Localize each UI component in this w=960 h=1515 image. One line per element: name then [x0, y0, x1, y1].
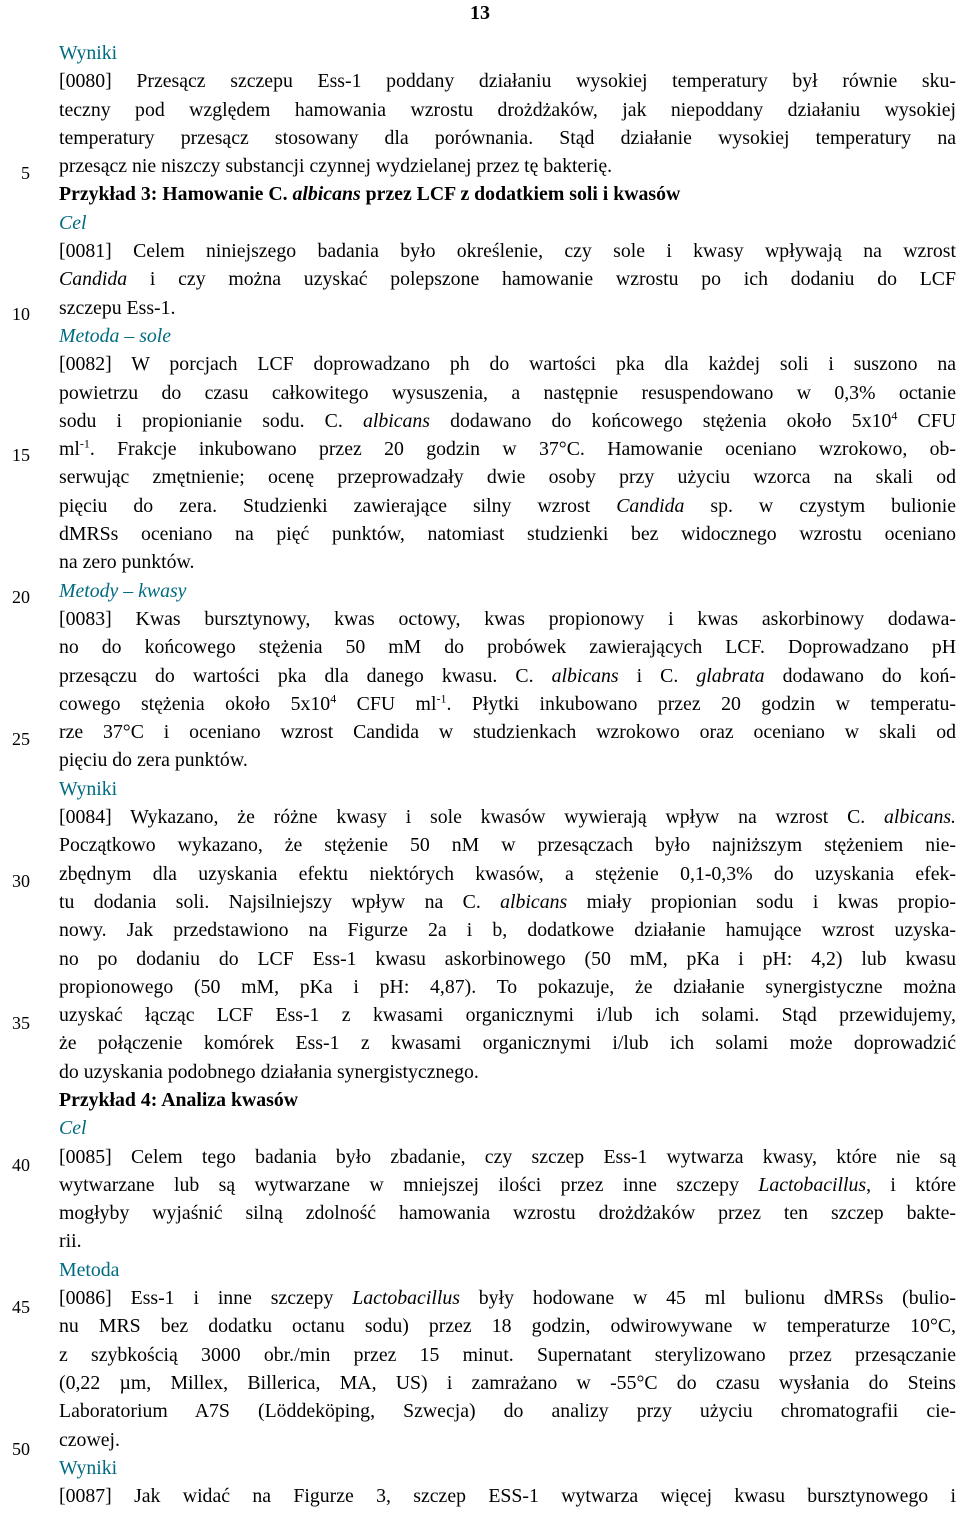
superscript: 4	[330, 691, 337, 706]
text-span: ml	[59, 438, 80, 461]
text-span: i C.	[618, 664, 697, 687]
text-line: z szybkością 3000 obr./min przez 15 minut. Supernatant sterylizowano przez przesączanie	[59, 1343, 956, 1366]
text-line	[59, 662, 956, 690]
paragraph-0086	[59, 1284, 956, 1454]
italic-term: Candida	[59, 268, 128, 291]
line-number: 50	[12, 1439, 30, 1459]
text-line: nowy. Jak przedstawiono na Figurze 2a i b, dodatkowe działanie hamujące wzrost uzyska-	[59, 919, 956, 942]
line-number: 20	[12, 587, 30, 607]
text-line: no do końcowego stężenia 50 mM do probówek zawierających LCF. Doprowadzano pH	[59, 636, 956, 659]
text-line: na zero punktów.	[59, 551, 195, 574]
text-line: temperatury przesącz stosowany dla porównania. Stąd działanie wysokiej temperatury na	[59, 126, 956, 149]
section-heading-wyniki: Wyniki	[59, 42, 118, 64]
text-span: sodu i propionianie sodu. C.	[59, 409, 363, 432]
heading-italic: albicans	[292, 183, 361, 206]
section-heading-cel: Cel	[59, 211, 87, 234]
line-number: 40	[12, 1155, 30, 1175]
heading-part: Przykład 3: Hamowanie C.	[59, 183, 293, 206]
section-heading-metody-kwasy: Metody – kwasy	[59, 579, 187, 602]
text-line: Początkowo wykazano, że stężenie 50 nM w przesączach było najniższym stężeniem nie-	[59, 834, 956, 857]
text-line: pięciu do zera punktów.	[59, 749, 248, 772]
text-line: powietrzu do czasu całkowitego wysuszenia, a następnie resuspendowano w 0,3% octanie	[59, 381, 956, 404]
line-number: 5	[21, 163, 30, 183]
paragraph-0081	[59, 237, 956, 322]
text-span: CFU	[897, 409, 956, 432]
text-span: były hodowane w 45 ml bulionu dMRSs (bulio-	[459, 1287, 956, 1310]
text-line: zbędnym dla uzyskania efektu niektórych kwasów, a stężenie 0,1-0,3% do uzyskania efek-	[59, 862, 956, 885]
text-line: propionowego (50 mM, pKa i pH: 4,87). To pokazuje, że działanie synergistyczne można	[59, 975, 956, 998]
text-span: sp. w czystym bulionie	[684, 494, 956, 517]
paragraph-0087	[59, 1482, 956, 1510]
italic-term: albicans	[362, 409, 430, 432]
section-heading-metoda-sole: Metoda – sole	[59, 324, 172, 347]
text-line: no po dodaniu do LCF Ess-1 kwasu askorbinowego (50 mM, pKa i pH: 4,2) lub kwasu	[59, 947, 956, 970]
text-span: . Frakcje inkubowano przez 20 godzin w 37°C. Hamowanie oceniano wzrokowo, ob-	[89, 438, 956, 461]
text-line: nu MRS bez dodatku octanu sodu) przez 18 godzin, odwirowywane w temperaturze 10°C,	[59, 1315, 956, 1338]
text-line: serwując zmętnienie; ocenę przeprowadzały dwie osoby przy użyciu wzorca na skali od	[59, 466, 956, 489]
italic-term: Candida	[616, 494, 685, 517]
text-line	[59, 1171, 956, 1199]
text-line	[59, 1284, 956, 1312]
superscript: -1	[79, 436, 90, 451]
text-span: cowego stężenia około 5x10	[59, 692, 331, 715]
italic-term: albicans	[551, 664, 619, 687]
line-number: 15	[12, 445, 30, 465]
text-span: , i które	[866, 1173, 956, 1196]
text-span: CFU ml	[336, 692, 437, 715]
text-line: [0083] Kwas bursztynowy, kwas octowy, kwas propionowy i kwas askorbinowy dodawa-	[59, 607, 956, 630]
text-line: szczepu Ess-1.	[59, 296, 176, 319]
text-line: czowej.	[59, 1428, 120, 1451]
text-line: do uzyskania podobnego działania synergistycznego.	[59, 1060, 479, 1083]
paragraph-0083	[59, 605, 956, 775]
paragraph-0080	[59, 67, 956, 180]
text-line: [0081] Celem niniejszego badania było określenie, czy sole i kwasy wpływają na wzrost	[59, 240, 956, 263]
text-line: teczny pod względem hamowania wzrostu drożdżaków, jak niepoddany działaniu wysokiej	[59, 98, 956, 121]
text-line: (0,22 µm, Millex, Billerica, MA, US) i zamrażano w -55°C do czasu wysłania do Steins	[59, 1371, 956, 1394]
italic-term: Lactobacillus	[352, 1287, 460, 1310]
text-span: przesączu do wartości pka dla danego kwasu. C.	[59, 664, 552, 687]
text-span: wytwarzane lub są wytwarzane w mniejszej ilości przez inne szczepy	[59, 1173, 759, 1196]
italic-term: Lactobacillus	[758, 1173, 867, 1196]
line-number: 30	[12, 871, 30, 891]
heading-part: przez LCF z dodatkiem soli i kwasów	[360, 183, 681, 206]
paragraph-0085	[59, 1143, 956, 1256]
example-heading-3	[59, 180, 956, 208]
text-line: Laboratorium A7S (Löddeköping, Szwecja) do analizy przy użyciu chromatografii cie-	[59, 1400, 956, 1423]
example-heading-4: Przykład 4: Analiza kwasów	[59, 1088, 299, 1111]
section-heading-wyniki: Wyniki	[59, 1456, 118, 1479]
text-line	[59, 690, 956, 718]
text-span: miały propionian sodu i kwas propio-	[567, 890, 956, 913]
document-body	[59, 39, 956, 1510]
line-number: 25	[12, 729, 30, 749]
text-span: dodawano do końcowego stężenia około 5x10	[430, 409, 892, 432]
text-line: [0085] Celem tego badania było zbadanie, czy szczep Ess-1 wytwarza kwasy, które nie są	[59, 1145, 956, 1168]
text-line: dMRSs oceniano na pięć punktów, natomiast studzienki bez widocznego wzrostu oceniano	[59, 523, 956, 546]
italic-term: albicans	[500, 890, 568, 913]
text-line: [0087] Jak widać na Figurze 3, szczep ESS-1 wytwarza więcej kwasu bursztynowego i	[59, 1485, 956, 1508]
line-number: 45	[12, 1297, 30, 1317]
text-span: dodawano do koń-	[764, 664, 956, 687]
line-number: 10	[12, 304, 30, 324]
text-line	[59, 803, 956, 831]
text-line: [0080] Przesącz szczepu Ess-1 poddany działaniu wysokiej temperatury był równie sku-	[59, 70, 956, 93]
text-line	[59, 407, 956, 435]
line-number-gutter	[0, 0, 50, 1515]
line-number: 35	[12, 1013, 30, 1033]
text-span: pięciu do zera. Studzienki zawierające silny wzrost	[59, 494, 617, 517]
section-heading-metoda: Metoda	[59, 1258, 120, 1281]
italic-term: albicans.	[884, 806, 956, 829]
section-heading-wyniki: Wyniki	[59, 777, 118, 800]
text-line: [0082] W porcjach LCF doprowadzano ph do wartości pka dla każdej soli i suszono na	[59, 353, 956, 376]
text-line: że połączenie komórek Ess-1 z kwasami organicznymi i/lub ich solami może doprowadzić	[59, 1032, 956, 1055]
text-line: mogłyby wyjaśnić silną zdolność hamowania wzrostu drożdżaków przez ten szczep bakte-	[59, 1202, 956, 1225]
text-span: [0084] Wykazano, że różne kwasy i sole kwasów wywierają wpływ na wzrost C.	[59, 806, 885, 829]
text-line	[59, 265, 956, 293]
text-line: przesącz nie niszczy substancji czynnej wydzielanej przez tę bakterię.	[59, 155, 613, 178]
italic-term: glabrata	[696, 664, 765, 687]
text-line: rze 37°C i oceniano wzrost Candida w studzienkach wzrokowo oraz oceniano w skali od	[59, 721, 956, 744]
text-span: . Płytki inkubowano przez 20 godzin w temperatu-	[446, 692, 956, 715]
text-line: rii.	[59, 1230, 82, 1253]
text-span: i czy można uzyskać polepszone hamowanie wzrostu po ich dodaniu do LCF	[127, 268, 956, 291]
text-line	[59, 888, 956, 916]
superscript: -1	[436, 691, 447, 706]
text-line: uzyskać łącząc LCF Ess-1 z kwasami organicznymi i/lub ich solami. Stąd przewidujemy,	[59, 1004, 956, 1027]
text-span: [0086] Ess-1 i inne szczepy	[59, 1287, 353, 1310]
section-heading-cel: Cel	[59, 1117, 87, 1140]
paragraph-0084	[59, 803, 956, 1086]
paragraph-0082	[59, 350, 956, 576]
text-line	[59, 492, 956, 520]
page-number: 13	[470, 2, 490, 24]
text-span: tu dodania soli. Najsilniejszy wpływ na C.	[59, 890, 501, 913]
text-line	[59, 435, 956, 463]
superscript: 4	[891, 408, 898, 423]
